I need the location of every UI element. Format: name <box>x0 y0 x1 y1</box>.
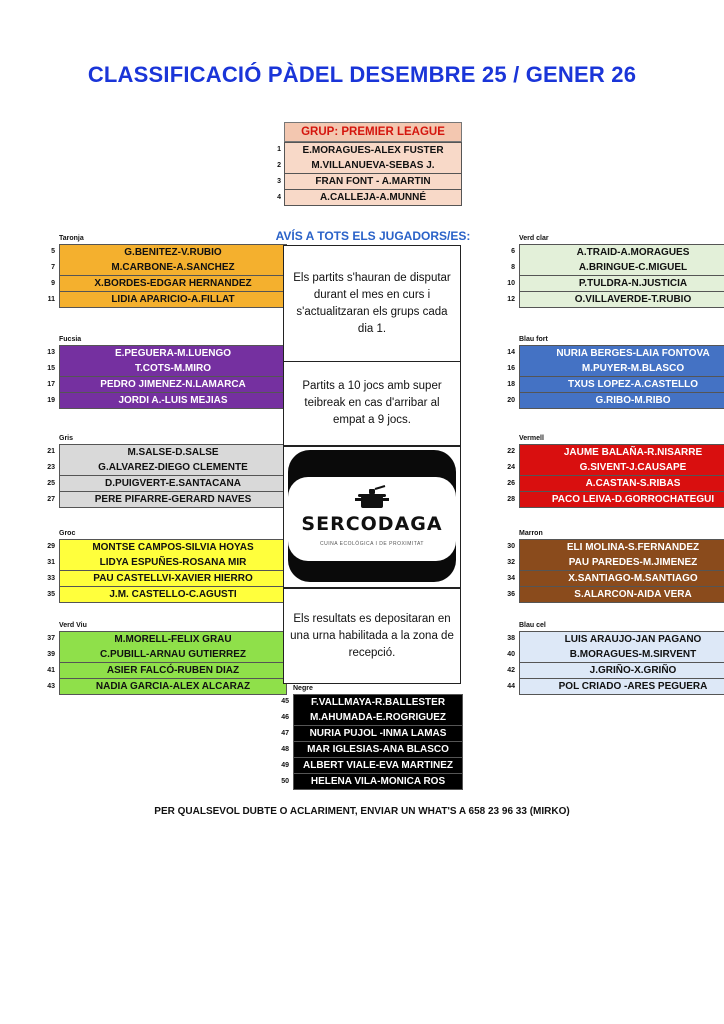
pair-name: PERE PIFARRE-GERARD NAVES <box>59 492 287 508</box>
group-label: Fucsia <box>59 336 82 343</box>
pair-row <box>281 758 463 774</box>
pair-name: LUIS ARAUJO-JAN PAGANO <box>519 631 724 648</box>
pair-row <box>511 244 724 260</box>
pair-row <box>507 345 724 361</box>
group-label: Vermell <box>519 435 544 442</box>
pair-name: G.SIVENT-J.CAUSAPE <box>519 460 724 476</box>
pair-position: 41 <box>47 667 55 674</box>
group-verd-viu <box>47 621 287 695</box>
pair-name: X.SANTIAGO-M.SANTIAGO <box>519 571 724 587</box>
group-verd-clar <box>507 234 724 308</box>
pair-row <box>47 292 287 308</box>
pair-row <box>47 631 287 647</box>
pair-position: 24 <box>507 464 515 471</box>
pair-position: 10 <box>507 280 515 287</box>
pair-row <box>507 492 724 508</box>
sponsor-logo-name: SERCODAGA <box>301 513 443 535</box>
group-blau-cel <box>507 621 724 695</box>
pair-position: 49 <box>281 762 289 769</box>
sponsor-logo-tagline: CUINA ECOLÒGICA I DE PROXIMITAT <box>320 541 424 547</box>
premier-league-group <box>277 122 462 206</box>
pair-row <box>47 663 287 679</box>
group-rows <box>507 444 724 508</box>
cooking-pot-icon <box>352 485 392 511</box>
pair-row <box>47 587 287 603</box>
pair-name: M.CARBONE-A.SANCHEZ <box>59 260 287 276</box>
pair-position: 38 <box>507 635 515 642</box>
pair-position: 18 <box>507 381 515 388</box>
pair-name: G.ALVAREZ-DIEGO CLEMENTE <box>59 460 287 476</box>
pair-position: 33 <box>47 575 55 582</box>
pair-position: 9 <box>51 280 55 287</box>
pair-position: 36 <box>507 591 515 598</box>
pair-name: LIDYA ESPUÑES-ROSANA MIR <box>59 555 287 571</box>
pair-position: 32 <box>507 559 515 566</box>
pair-position: 20 <box>507 397 515 404</box>
pair-name: A.BRINGUE-C.MIGUEL <box>519 260 724 276</box>
pair-position: 2 <box>277 162 281 169</box>
pair-position: 13 <box>47 349 55 356</box>
pair-row <box>47 361 287 377</box>
group-rows <box>281 694 463 790</box>
group-label: Groc <box>59 530 76 537</box>
pair-name: A.CASTAN-S.RIBAS <box>519 476 724 492</box>
pair-name: JAUME BALAÑA-R.NISARRE <box>519 444 724 461</box>
pair-position: 22 <box>507 448 515 455</box>
pair-row <box>507 460 724 476</box>
group-rows <box>47 444 287 508</box>
pair-position: 46 <box>281 714 289 721</box>
pair-row <box>47 492 287 508</box>
pair-row <box>277 190 462 206</box>
pair-name: M.AHUMADA-E.ROGRIGUEZ <box>293 710 463 726</box>
sponsor-logo-box <box>283 446 461 588</box>
pair-name: A.CALLEJA-A.MUNNÉ <box>284 190 462 206</box>
pair-position: 43 <box>47 683 55 690</box>
pair-row <box>507 679 724 695</box>
group-rows <box>507 244 724 308</box>
group-label: Taronja <box>59 235 84 242</box>
pair-name: MONTSE CAMPOS-SILVIA HOYAS <box>59 539 287 556</box>
pair-position: 37 <box>47 635 55 642</box>
pair-name: HELENA VILA-MONICA ROS <box>293 774 463 790</box>
pair-position: 15 <box>47 365 55 372</box>
pair-name: M.VILLANUEVA-SEBAS J. <box>284 158 462 174</box>
group-vermell <box>507 434 724 508</box>
pair-name: PAU CASTELLVI-XAVIER HIERRO <box>59 571 287 587</box>
group-label: Negre <box>293 685 313 692</box>
group-fucsia <box>47 335 287 409</box>
pair-name: ALBERT VIALE-EVA MARTINEZ <box>293 758 463 774</box>
pair-row <box>277 142 462 158</box>
pair-name: T.COTS-M.MIRO <box>59 361 287 377</box>
pair-row <box>507 476 724 492</box>
pair-name: JORDI A.-LUIS MEJIAS <box>59 393 287 409</box>
group-rows <box>47 539 287 603</box>
notice-box-results: Els resultats es depositaran en una urna habilitada a la zona de recepció. <box>283 588 461 684</box>
notice-box-schedule: Els partits s'hauran de disputar durant el mes en curs i s'actualitzaran els grups cada dia 1. <box>283 245 461 362</box>
pair-position: 11 <box>47 296 55 303</box>
pair-row <box>47 571 287 587</box>
pair-position: 48 <box>281 746 289 753</box>
pair-row <box>47 555 287 571</box>
pair-name: P.TULDRA-N.JUSTICIA <box>519 276 724 292</box>
group-label: Blau fort <box>519 336 548 343</box>
pair-position: 14 <box>507 349 515 356</box>
group-label: Verd Viu <box>59 622 87 629</box>
pair-position: 1 <box>277 146 281 153</box>
pair-name: M.PUYER-M.BLASCO <box>519 361 724 377</box>
sponsor-logo-card <box>288 477 456 561</box>
pair-name: S.ALARCON-AIDA VERA <box>519 587 724 603</box>
pair-row <box>507 571 724 587</box>
pair-row <box>47 377 287 393</box>
pair-position: 21 <box>47 448 55 455</box>
pair-position: 50 <box>281 778 289 785</box>
pair-name: PAU PAREDES-M.JIMENEZ <box>519 555 724 571</box>
group-rows <box>47 631 287 695</box>
group-label: Blau cel <box>519 622 546 629</box>
pair-row <box>507 276 724 292</box>
pair-position: 8 <box>511 264 515 271</box>
premier-league-rows <box>277 142 462 206</box>
pair-row <box>507 631 724 647</box>
pair-position: 29 <box>47 543 55 550</box>
pair-position: 34 <box>507 575 515 582</box>
pair-name: ELI MOLINA-S.FERNANDEZ <box>519 539 724 556</box>
pair-position: 25 <box>47 480 55 487</box>
pair-name: B.MORAGUES-M.SIRVENT <box>519 647 724 663</box>
sponsor-logo <box>288 450 456 582</box>
pair-name: G.BENITEZ-V.RUBIO <box>59 244 287 261</box>
group-rows <box>507 631 724 695</box>
pair-row <box>507 555 724 571</box>
group-gris <box>47 434 287 508</box>
pair-name: E.PEGUERA-M.LUENGO <box>59 345 287 362</box>
pair-row <box>281 726 463 742</box>
pair-name: D.PUIGVERT-E.SANTACANA <box>59 476 287 492</box>
group-taronja <box>47 234 287 308</box>
pair-position: 31 <box>47 559 55 566</box>
pair-name: G.RIBO-M.RIBO <box>519 393 724 409</box>
pair-row <box>507 377 724 393</box>
group-blau-fort <box>507 335 724 409</box>
pair-name: NURIA BERGES-LAIA FONTOVA <box>519 345 724 362</box>
group-label: Gris <box>59 435 74 442</box>
pair-row <box>281 742 463 758</box>
pair-position: 28 <box>507 496 515 503</box>
pair-row <box>507 539 724 555</box>
pair-position: 6 <box>511 248 515 255</box>
pair-name: NADIA GARCIA-ALEX ALCARAZ <box>59 679 287 695</box>
pair-row <box>511 260 724 276</box>
group-negre <box>281 684 463 790</box>
pair-name: LIDIA APARICIO-A.FILLAT <box>59 292 287 308</box>
group-rows <box>47 244 287 308</box>
pair-row <box>47 460 287 476</box>
pair-position: 45 <box>281 698 289 705</box>
pair-position: 39 <box>47 651 55 658</box>
pair-name: F.VALLMAYA-R.BALLESTER <box>293 694 463 711</box>
pair-row <box>507 361 724 377</box>
pair-name: NURIA PUJOL -INMA LAMAS <box>293 726 463 742</box>
group-marron <box>507 529 724 603</box>
pair-row <box>51 244 287 260</box>
pair-position: 5 <box>51 248 55 255</box>
pair-position: 44 <box>507 683 515 690</box>
pair-position: 7 <box>51 264 55 271</box>
pair-name: J.GRIÑO-X.GRIÑO <box>519 663 724 679</box>
pair-name: PACO LEIVA-D.GORROCHATEGUI <box>519 492 724 508</box>
pair-name: O.VILLAVERDE-T.RUBIO <box>519 292 724 308</box>
pair-position: 47 <box>281 730 289 737</box>
pair-name: C.PUBILL-ARNAU GUTIERREZ <box>59 647 287 663</box>
pair-name: PEDRO JIMENEZ-N.LAMARCA <box>59 377 287 393</box>
pair-name: M.MORELL-FELIX GRAU <box>59 631 287 648</box>
pair-name: FRAN FONT - A.MARTIN <box>284 174 462 190</box>
pair-position: 27 <box>47 496 55 503</box>
group-rows <box>507 345 724 409</box>
pair-row <box>507 444 724 460</box>
notice-title: AVÍS A TOTS ELS JUGADORS/ES: <box>275 229 471 243</box>
pair-name: ASIER FALCÓ-RUBEN DIAZ <box>59 663 287 679</box>
pair-row <box>507 393 724 409</box>
pair-row <box>507 647 724 663</box>
pair-position: 19 <box>47 397 55 404</box>
pair-row <box>47 345 287 361</box>
pair-position: 16 <box>507 365 515 372</box>
pair-row <box>281 710 463 726</box>
pair-position: 42 <box>507 667 515 674</box>
pair-name: MAR IGLESIAS-ANA BLASCO <box>293 742 463 758</box>
pair-position: 4 <box>277 194 281 201</box>
pair-row <box>47 476 287 492</box>
premier-league-label: GRUP: PREMIER LEAGUE <box>284 122 462 142</box>
pair-position: 30 <box>507 543 515 550</box>
pair-row <box>277 174 462 190</box>
pair-row <box>47 647 287 663</box>
group-label: Marron <box>519 530 543 537</box>
pair-row <box>51 260 287 276</box>
pair-name: TXUS LOPEZ-A.CASTELLO <box>519 377 724 393</box>
pair-name: E.MORAGUES-ALEX FUSTER <box>284 142 462 159</box>
pair-row <box>51 276 287 292</box>
group-rows <box>507 539 724 603</box>
pair-position: 26 <box>507 480 515 487</box>
pair-name: J.M. CASTELLO-C.AGUSTI <box>59 587 287 603</box>
pair-name: M.SALSE-D.SALSE <box>59 444 287 461</box>
pair-row <box>507 292 724 308</box>
footer-contact: PER QUALSEVOL DUBTE O ACLARIMENT, ENVIAR UN WHAT'S A 658 23 96 33 (MIRKO) <box>154 806 570 817</box>
pair-row <box>47 393 287 409</box>
pair-name: POL CRIADO -ARES PEGUERA <box>519 679 724 695</box>
pair-row <box>277 158 462 174</box>
notice-box-rules: Partits a 10 jocs amb super teibreak en cas d'arribar al empat a 9 jocs. <box>283 361 461 446</box>
pair-row <box>281 694 463 710</box>
pair-row <box>281 774 463 790</box>
pair-row <box>47 679 287 695</box>
pair-position: 35 <box>47 591 55 598</box>
group-rows <box>47 345 287 409</box>
pair-name: X.BORDES-EDGAR HERNANDEZ <box>59 276 287 292</box>
pair-position: 40 <box>507 651 515 658</box>
pair-position: 12 <box>507 296 515 303</box>
pair-row <box>47 539 287 555</box>
pair-position: 17 <box>47 381 55 388</box>
page-title: CLASSIFICACIÓ PÀDEL DESEMBRE 25 / GENER 26 <box>87 62 637 87</box>
group-groc <box>47 529 287 603</box>
pair-row <box>47 444 287 460</box>
pair-position: 23 <box>47 464 55 471</box>
pair-row <box>507 587 724 603</box>
pair-position: 3 <box>277 178 281 185</box>
group-label: Verd clar <box>519 235 549 242</box>
pair-row <box>507 663 724 679</box>
pair-name: A.TRAID-A.MORAGUES <box>519 244 724 261</box>
